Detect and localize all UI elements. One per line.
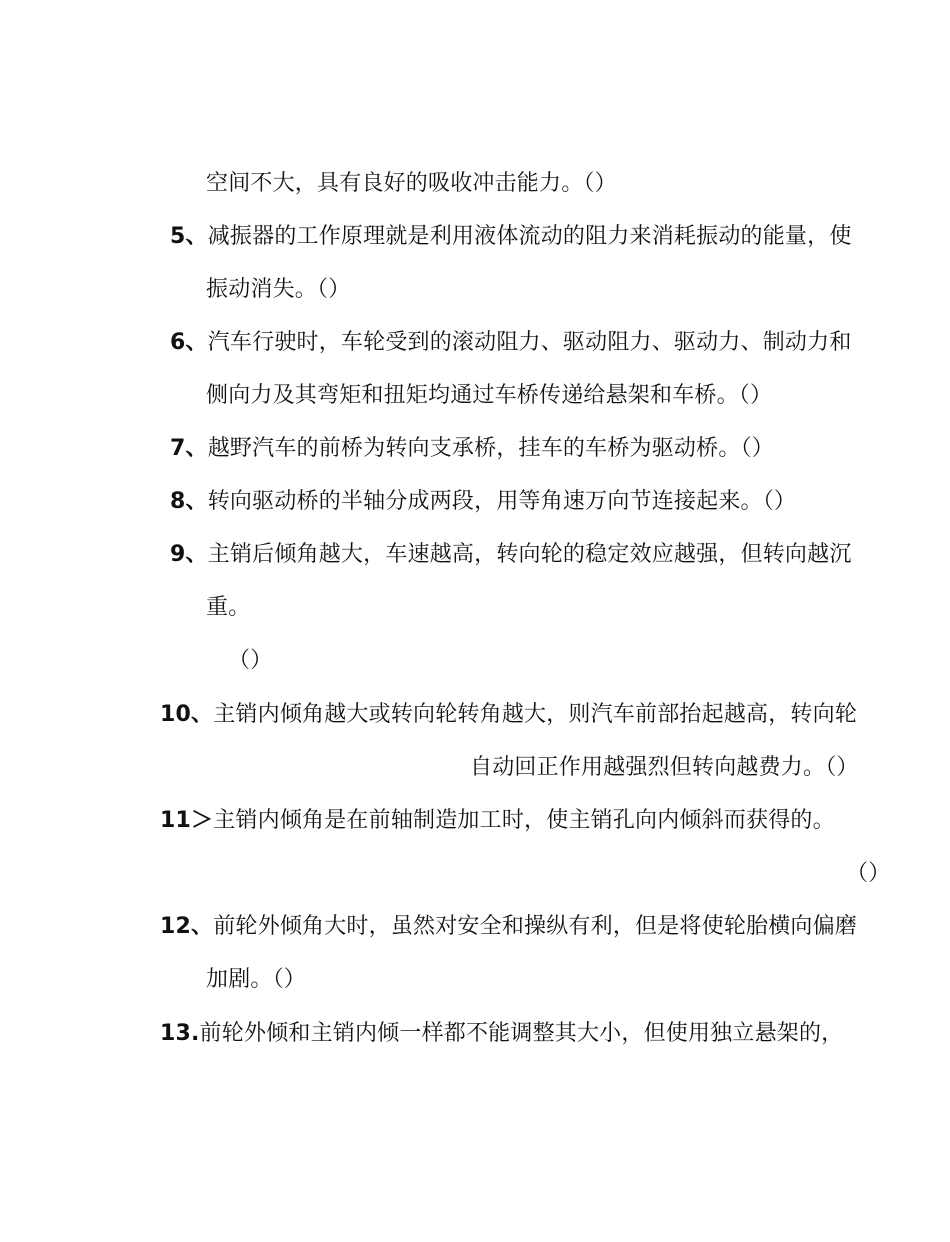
question-text: 前轮外倾和主销内倾一样都不能调整其大小，但使用独立悬架的， xyxy=(199,1021,844,1046)
question-number: 7、 xyxy=(170,436,208,461)
question-text: 前轮外倾角大时，虽然对安全和操纵有利，但是将使轮胎横向偏磨 xyxy=(213,914,858,939)
question-number: 13. xyxy=(160,1021,200,1046)
answer-bracket: （） xyxy=(228,648,273,673)
question-6-continuation xyxy=(206,381,772,411)
line-item-4-continuation xyxy=(206,169,617,199)
question-9-answer-bracket xyxy=(228,646,272,676)
line-text: 自动回正作用越强烈但转向越费力。（） xyxy=(470,755,859,780)
question-number: 6、 xyxy=(170,330,208,355)
question-text: 减振器的工作原理就是利用液体流动的阻力来消耗振动的能量，使 xyxy=(207,224,852,249)
question-5 xyxy=(170,222,852,252)
line-text: 空间不大，具有良好的吸收冲击能力。（） xyxy=(206,171,617,196)
question-11 xyxy=(160,806,835,836)
question-5-continuation xyxy=(206,275,350,305)
question-9 xyxy=(170,540,852,570)
question-number: 10、 xyxy=(160,702,214,727)
question-12-continuation xyxy=(206,965,306,995)
question-text: 汽车行驶时，车轮受到的滚动阻力、驱动阻力、驱动力、制动力和 xyxy=(207,330,852,355)
question-11-answer-bracket xyxy=(846,859,890,889)
question-number: 5、 xyxy=(170,224,208,249)
question-8 xyxy=(170,487,796,517)
question-number: 9、 xyxy=(170,542,208,567)
question-10 xyxy=(160,700,857,730)
line-text: 侧向力及其弯矩和扭矩均通过车桥传递给悬架和车桥。（） xyxy=(206,383,773,408)
question-10-continuation xyxy=(470,753,859,783)
line-text: 加剧。（） xyxy=(206,967,307,992)
question-text: 主销内倾角越大或转向轮转角越大，则汽车前部抬起越高，转向轮 xyxy=(213,702,858,727)
question-text: 主销内倾角是在前轴制造加工时，使主销孔向内倾斜而获得的。 xyxy=(213,808,835,833)
question-9-continuation xyxy=(206,593,250,623)
question-text: 主销后倾角越大，车速越高，转向轮的稳定效应越强，但转向越沉 xyxy=(207,542,852,567)
question-12 xyxy=(160,912,857,942)
line-text: 振动消失。（） xyxy=(206,277,351,302)
answer-bracket: （） xyxy=(846,861,891,886)
question-6 xyxy=(170,328,852,358)
question-13 xyxy=(160,1019,843,1049)
question-number: 8、 xyxy=(170,489,208,514)
line-text: 重。 xyxy=(206,595,251,620)
question-number: 11＞ xyxy=(160,808,214,833)
question-text: 越野汽车的前桥为转向支承桥，挂车的车桥为驱动桥。（） xyxy=(207,436,774,461)
question-7 xyxy=(170,434,774,464)
question-number: 12、 xyxy=(160,914,214,939)
question-text: 转向驱动桥的半轴分成两段，用等角速万向节连接起来。（） xyxy=(207,489,797,514)
